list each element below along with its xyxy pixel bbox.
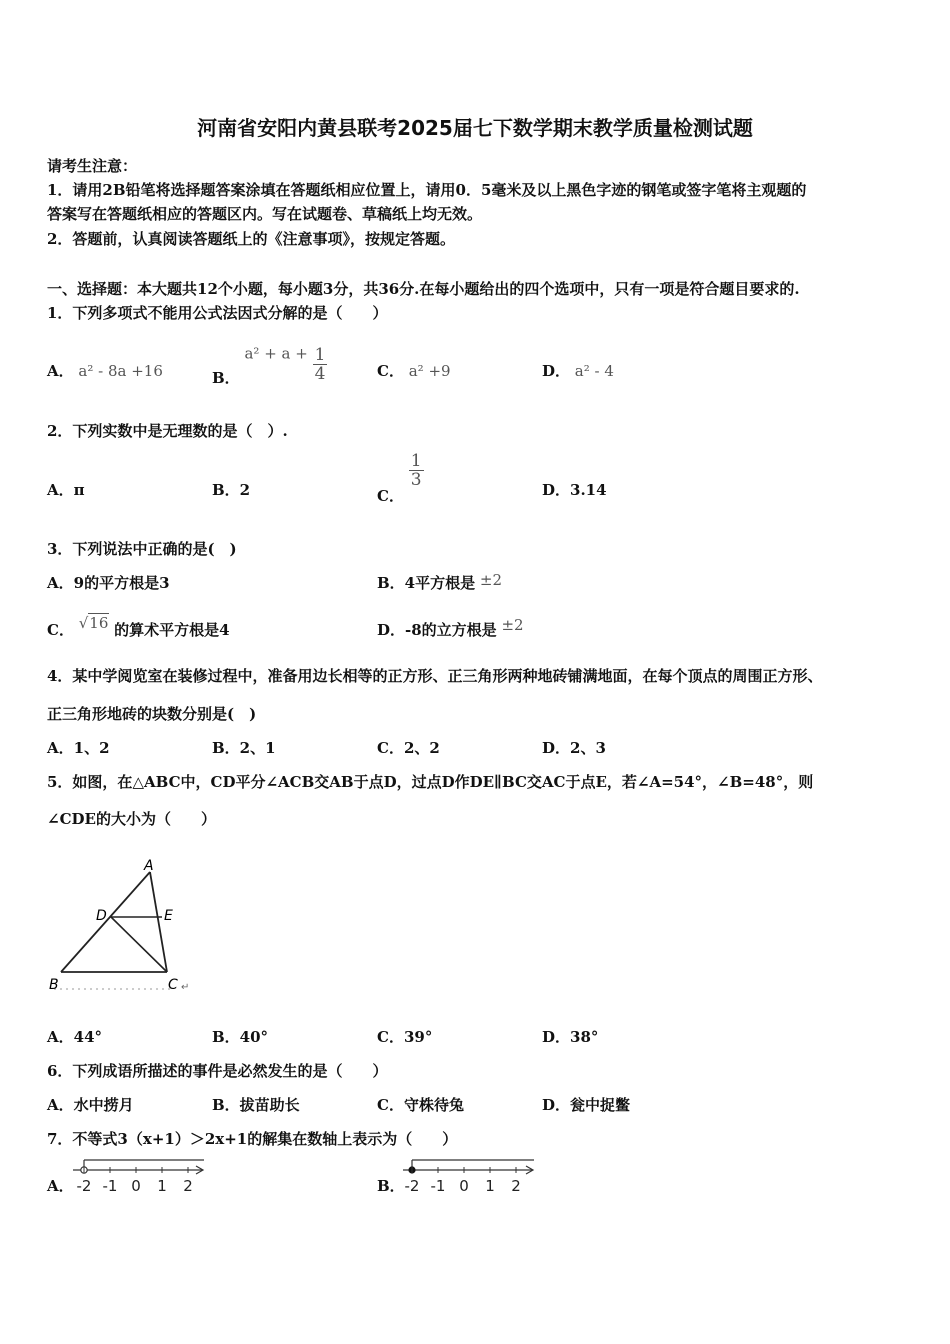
q2-option-c[interactable] [377,451,424,505]
q2-c-num: 1 [410,451,422,471]
q2-c-den: 3 [410,470,422,490]
q6-option-b[interactable]: B．拔苗助长 [212,1096,300,1114]
q3-option-c[interactable] [47,612,230,639]
q3-d-expr: ±2 [501,616,524,634]
q1-c-expr: a² +9 [408,362,451,380]
tick-label: 0 [459,1177,469,1195]
q3-b-expr: ±2 [479,571,503,589]
q4-option-b[interactable]: B．2、1 [212,739,276,757]
q1-option-c[interactable] [377,360,451,381]
q4-option-d[interactable]: D．2、3 [542,739,606,757]
q7-option-b-label[interactable]: B． [377,1177,405,1195]
tick-label: 1 [157,1177,167,1195]
sqrt-symbol: √16 [78,614,109,632]
q5-stem-a: 5．如图，在△ABC中，CD平分∠ACB交AB于点D，过点D作DE∥BC交AC于点E，若∠A=54°，∠B=48°，则 [47,773,814,791]
q4-stem-b: 正三角形地砖的块数分别是( ) [47,705,257,723]
page-title: 河南省安阳内黄县联考2025届七下数学期末教学质量检测试题 [197,116,753,140]
notice-line1b: 答案写在答题纸相应的答题区内。写在试题卷、草稿纸上均无效。 [47,205,483,223]
q3-d-text: D．-8的立方根是 [377,621,497,639]
q3-option-a[interactable]: A．9的平方根是3 [47,574,170,592]
q1-stem: 1．下列多项式不能用公式法因式分解的是（ ） [47,304,388,322]
q1-c-label: C． [377,362,404,380]
tick-label: -1 [102,1177,118,1195]
label-a: A [144,858,154,874]
q1-a-expr: a² - 8a +16 [78,362,163,380]
notice-line2: 2．答题前，认真阅读答题纸上的《注意事项》，按规定答题。 [47,230,455,248]
q7-stem: 7．不等式3（x+1）＞2x+1的解集在数轴上表示为（ ） [47,1130,458,1148]
q3-stem: 3．下列说法中正确的是( ) [47,540,237,558]
q6-option-d[interactable]: D．瓮中捉鳖 [542,1096,631,1114]
q5-option-c[interactable]: C．39° [377,1028,433,1046]
q3-option-d[interactable] [377,616,524,640]
q7-numberline-b[interactable] [398,1155,543,1197]
q6-option-a[interactable]: A．水中捞月 [47,1096,134,1114]
q6-option-c[interactable]: C．守株待兔 [377,1096,464,1114]
label-e: E [164,908,173,924]
q3-c-rad: 16 [89,614,109,632]
tick-label: -1 [430,1177,446,1195]
q2-option-b[interactable]: B．2 [212,481,251,499]
q4-option-c[interactable]: C．2、2 [377,739,440,757]
q3-c-label: C． [47,621,74,639]
q3-option-b[interactable] [377,572,502,593]
q5-option-b[interactable]: B．40° [212,1028,269,1046]
q4-stem-a: 4．某中学阅览室在装修过程中，准备用边长相等的正方形、正三角形两种地砖铺满地面，在每个顶点的周围正方形、 [47,667,823,685]
q1-option-a[interactable] [47,360,163,381]
q5-option-d[interactable]: D．38° [542,1028,599,1046]
label-b: B [49,977,59,993]
q1-d-label: D． [542,362,571,380]
label-c: C [168,977,178,993]
q2-option-d[interactable]: D．3.14 [542,481,607,499]
q1-option-d[interactable] [542,360,614,381]
tick-label: 2 [511,1177,521,1195]
tick-label: -2 [404,1177,420,1195]
q7-option-a-label[interactable]: A． [47,1177,74,1195]
q1-d-expr: a² - 4 [574,362,614,380]
notice-header: 请考生注意： [47,157,138,175]
q2-stem: 2．下列实数中是无理数的是（ ）. [47,422,288,440]
section-heading: 一、选择题：本大题共12个小题，每小题3分，共36分.在每小题给出的四个选项中，只有一项是符合题目要求的. [47,280,800,298]
q5-stem-b: ∠CDE的大小为（ ） [47,810,216,828]
tick-label: -2 [76,1177,92,1195]
tick-label: 1 [485,1177,495,1195]
notice-line1a: 1．请用2B铅笔将选择题答案涂填在答题纸相应位置上，请用0．5毫米及以上黑色字迹的钢笔或签字笔将主观题的 [47,181,807,199]
q4-option-a[interactable]: A．1、2 [47,739,110,757]
q1-b-expr: a² + a + [244,344,308,363]
triangle-figure [40,850,210,1000]
q1-option-b[interactable] [212,336,327,387]
q1-a-label: A． [47,362,74,380]
tick-label: 2 [183,1177,193,1195]
q3-c-text: 的算术平方根是4 [114,621,230,639]
label-d: D [96,908,107,924]
q1-b-den: 4 [314,364,326,384]
return-mark-icon: ↵ [181,982,190,993]
q2-c-label: C． [377,486,404,505]
q1-b-num: 1 [314,345,326,365]
q1-b-label: B． [212,368,240,387]
q7-numberline-a[interactable] [68,1155,213,1197]
q6-stem: 6．下列成语所描述的事件是必然发生的是（ ） [47,1062,388,1080]
q3-b-text: B．4平方根是 [377,574,476,592]
q5-option-a[interactable]: A．44° [47,1028,103,1046]
q2-option-a[interactable]: A．π [47,481,85,499]
tick-label: 0 [131,1177,141,1195]
